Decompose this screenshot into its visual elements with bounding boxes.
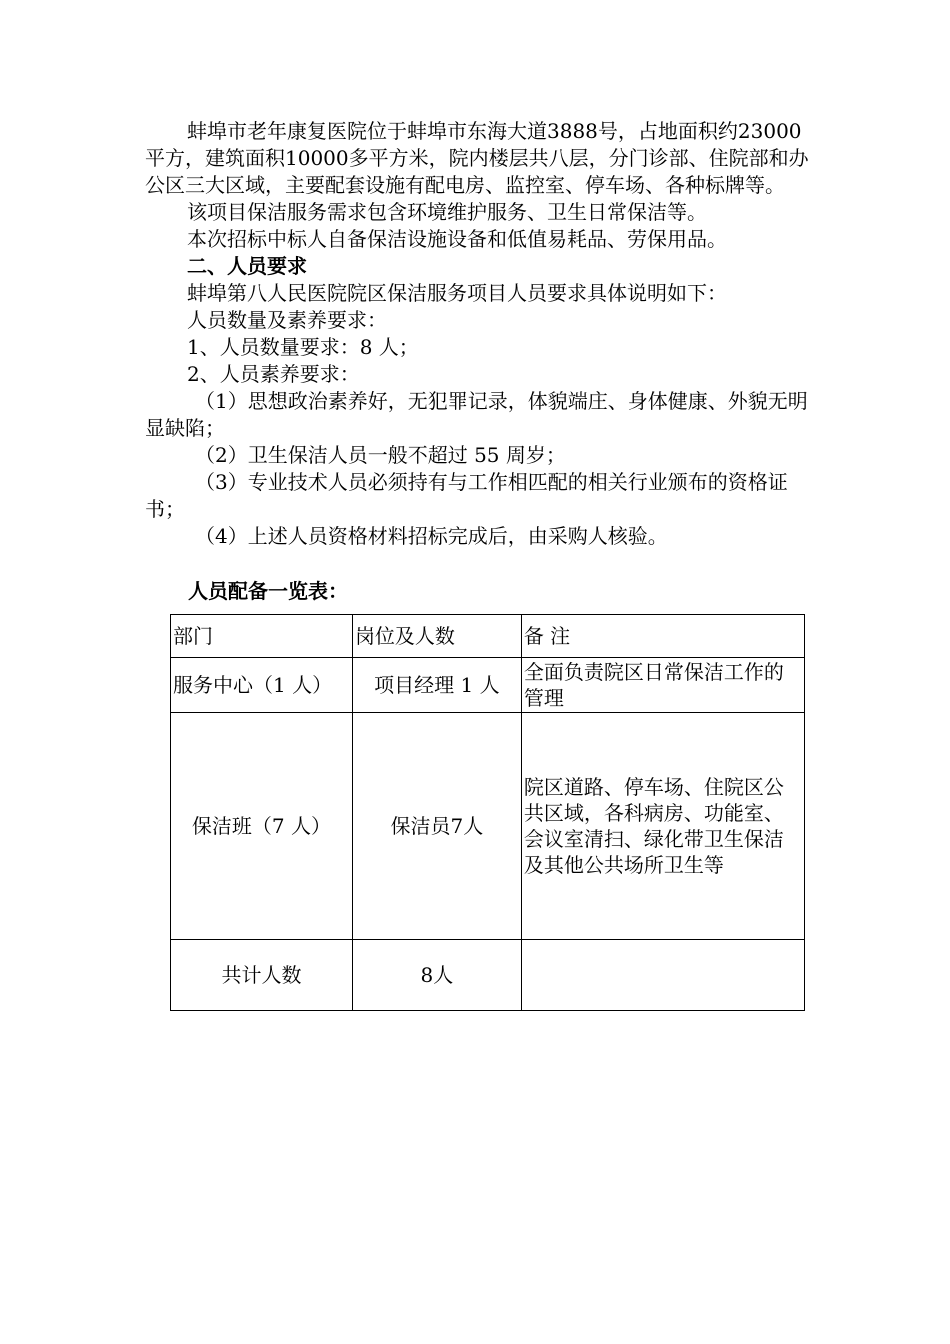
requirement-item: （1）思想政治素养好，无犯罪记录，体貌端庄、身体健康、外貌无明显缺陷； [145,389,808,440]
table-row [171,940,805,1011]
list-item: 1、人员数量要求：8 人； [187,335,419,359]
table-header-row [171,615,805,658]
table-header-cell: 岗位及人数 [352,615,521,658]
table-cell: 保洁班（7 人） [171,713,353,940]
table-cell: 共计人数 [171,940,353,1011]
table-cell: 服务中心（1 人） [171,658,353,713]
table-cell: 项目经理 1 人 [352,658,521,713]
table-cell: 院区道路、停车场、住院区公共区域，各科病房、功能室、会议室清扫、绿化带卫生保洁及其他公共场所卫生等 [521,713,804,940]
table-title: 人员配备一览表： [188,579,348,603]
table-cell [521,940,804,1011]
table-row [171,713,805,940]
requirement-item: （3）专业技术人员必须持有与工作相匹配的相关行业颁布的资格证书； [145,470,788,521]
section-heading: 二、人员要求 [187,254,307,278]
table-cell: 8人 [352,940,521,1011]
list-item: 2、人员素养要求： [187,362,360,386]
body-text [145,118,810,550]
requirement-item: （2）卫生保洁人员一般不超过 55 周岁； [195,443,566,467]
table-row [171,658,805,713]
requirement-item: （4）上述人员资格材料招标完成后，由采购人核验。 [195,524,668,548]
intro-paragraph-2: 该项目保洁服务需求包含环境维护服务、卫生日常保洁等。 [187,200,707,224]
section-subtitle: 人员数量及素养要求： [187,308,387,332]
table-header-cell: 备 注 [521,615,804,658]
table-cell: 保洁员7人 [352,713,521,940]
table-header-cell: 部门 [171,615,353,658]
intro-paragraph-3: 本次招标中标人自备保洁设施设备和低值易耗品、劳保用品。 [187,227,727,251]
table-cell: 全面负责院区日常保洁工作的管理 [521,658,804,713]
section-lead: 蚌埠第八人民医院院区保洁服务项目人员要求具体说明如下： [187,281,727,305]
intro-paragraph-1: 蚌埠市老年康复医院位于蚌埠市东海大道3888号，占地面积约23000平方，建筑面积10000多平方米，院内楼层共八层，分门诊部、住院部和办公区三大区域，主要配套设施有配电房、监控室、停车场、各种标牌等。 [145,119,809,197]
staffing-table [170,614,805,1011]
